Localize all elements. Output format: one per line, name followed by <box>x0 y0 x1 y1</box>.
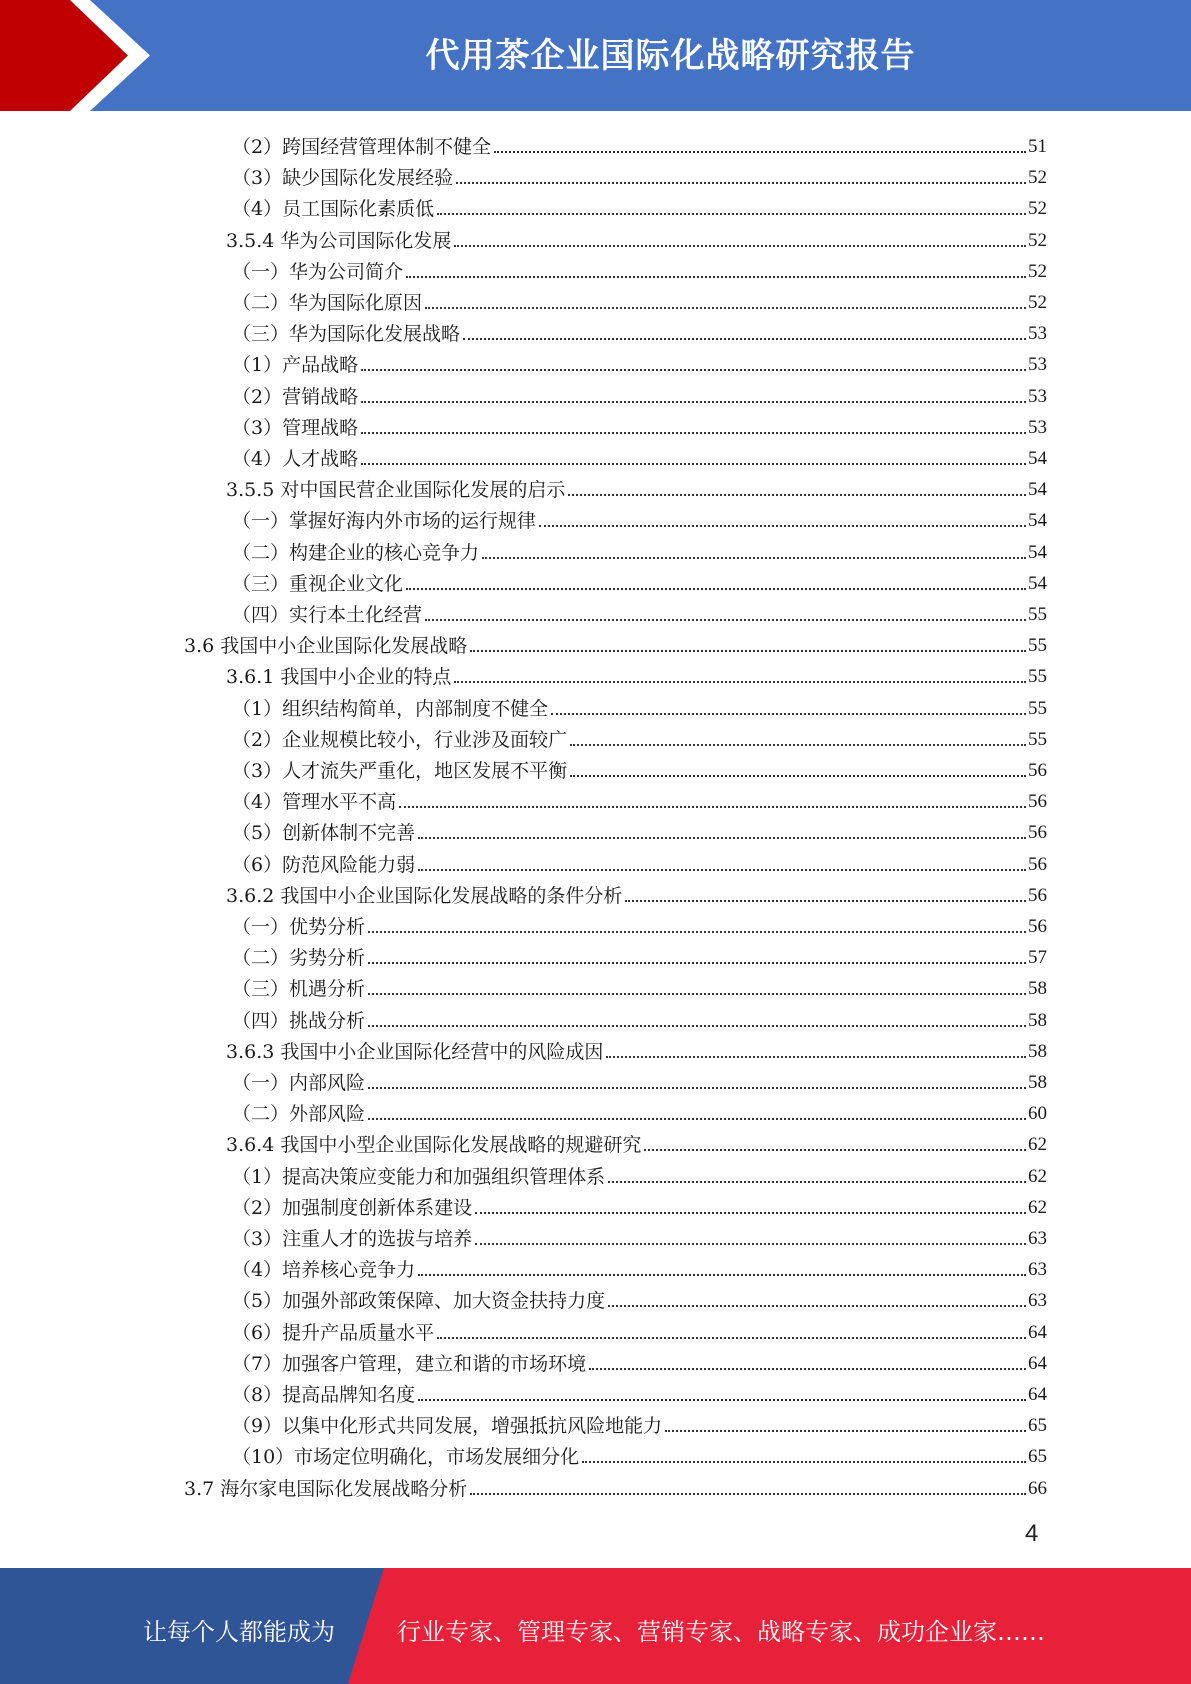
page-footer <box>0 1568 1191 1684</box>
toc-dot-leader <box>582 1461 1026 1463</box>
toc-entry[interactable] <box>232 409 1047 440</box>
toc-entry-page: 52 <box>1028 260 1047 282</box>
toc-entry[interactable] <box>226 222 1047 253</box>
toc-dot-leader <box>454 245 1026 247</box>
toc-entry-page: 52 <box>1028 229 1047 251</box>
toc-entry-title: （4）管理水平不高 <box>232 790 399 814</box>
toc-entry-title: （一）优势分析 <box>232 915 368 939</box>
toc-entry-page: 55 <box>1028 697 1047 719</box>
toc-dot-leader <box>368 993 1026 995</box>
toc-entry[interactable] <box>232 565 1047 596</box>
toc-dot-leader <box>406 276 1026 278</box>
toc-dot-leader <box>418 869 1026 871</box>
toc-entry-title: （6）防范风险能力弱 <box>232 853 418 877</box>
toc-entry[interactable] <box>232 1095 1047 1126</box>
toc-dot-leader <box>475 1243 1026 1245</box>
toc-entry[interactable] <box>232 315 1047 346</box>
page-header <box>0 0 1191 111</box>
toc-entry[interactable] <box>232 970 1047 1001</box>
toc-entry-title: （3）注重人才的选拔与培养 <box>232 1227 475 1251</box>
toc-dot-leader <box>568 494 1026 496</box>
toc-entry[interactable] <box>226 877 1047 908</box>
toc-dot-leader <box>418 1274 1026 1276</box>
toc-dot-leader <box>368 1118 1026 1120</box>
toc-entry-title: （1）提高决策应变能力和加强组织管理体系 <box>232 1165 608 1189</box>
toc-entry-title: （2）企业规模比较小，行业涉及面较广 <box>232 728 570 752</box>
toc-entry[interactable] <box>226 1033 1047 1064</box>
toc-dot-leader <box>551 713 1026 715</box>
toc-entry-page: 55 <box>1028 635 1047 657</box>
toc-dot-leader <box>368 931 1026 933</box>
toc-entry-title: （二）华为国际化原因 <box>232 291 425 315</box>
toc-dot-leader <box>368 962 1026 964</box>
toc-dot-leader <box>399 806 1026 808</box>
toc-dot-leader <box>665 1430 1026 1432</box>
toc-entry[interactable] <box>232 1438 1047 1469</box>
toc-dot-leader <box>482 557 1026 559</box>
toc-entry[interactable] <box>232 1002 1047 1033</box>
toc-entry-title: （3）人才流失严重化，地区发展不平衡 <box>232 759 570 783</box>
toc-entry[interactable] <box>232 783 1047 814</box>
toc-entry-page: 51 <box>1028 136 1047 157</box>
toc-dot-leader <box>644 1149 1026 1151</box>
toc-dot-leader <box>608 1181 1026 1183</box>
toc-entry-page: 54 <box>1028 479 1047 501</box>
toc-entry-page: 64 <box>1028 1352 1047 1374</box>
toc-entry-title: （4）员工国际化素质低 <box>232 197 437 221</box>
toc-dot-leader <box>425 307 1026 309</box>
toc-dot-leader <box>606 1056 1026 1058</box>
toc-dot-leader <box>570 775 1026 777</box>
toc-entry-page: 56 <box>1028 884 1047 906</box>
toc-entry[interactable] <box>232 128 1047 159</box>
toc-entry-title: （9）以集中化形式共同发展，增强抵抗风险地能力 <box>232 1414 665 1438</box>
toc-entry-page: 53 <box>1028 385 1047 407</box>
toc-entry-page: 56 <box>1028 916 1047 937</box>
toc-entry-page: 53 <box>1028 416 1047 438</box>
toc-entry-title: （1）组织结构简单，内部制度不健全 <box>232 697 551 721</box>
toc-entry-title: （1）产品战略 <box>232 353 361 377</box>
toc-entry[interactable] <box>184 1470 1047 1501</box>
toc-entry[interactable] <box>232 1220 1047 1251</box>
toc-entry-page: 63 <box>1028 1228 1047 1249</box>
toc-dot-leader <box>570 744 1026 746</box>
toc-entry[interactable] <box>232 690 1047 721</box>
toc-dot-leader <box>368 1025 1026 1027</box>
toc-dot-leader <box>454 681 1026 683</box>
toc-entry[interactable] <box>232 502 1047 533</box>
toc-entry-page: 53 <box>1028 323 1047 345</box>
toc-entry-title: 3.6.1 我国中小企业的特点 <box>226 665 454 689</box>
toc-entry-title: 3.6 我国中小企业国际化发展战略 <box>184 634 470 658</box>
toc-entry-title: （二）外部风险 <box>232 1102 368 1126</box>
toc-entry[interactable] <box>232 1251 1047 1282</box>
toc-entry-page: 55 <box>1028 728 1047 750</box>
toc-dot-leader <box>589 1368 1026 1370</box>
toc-entry-page: 55 <box>1028 604 1047 625</box>
toc-entry-page: 55 <box>1028 666 1047 688</box>
toc-entry-page: 58 <box>1028 1072 1047 1093</box>
toc-entry[interactable] <box>232 908 1047 939</box>
report-title: 代用茶企业国际化战略研究报告 <box>425 36 916 76</box>
toc-entry-title: 3.6.2 我国中小企业国际化发展战略的条件分析 <box>226 884 625 908</box>
toc-dot-leader <box>608 1305 1026 1307</box>
toc-dot-leader <box>361 432 1026 434</box>
toc-dot-leader <box>456 182 1026 184</box>
toc-entry[interactable] <box>232 190 1047 221</box>
toc-entry-page: 54 <box>1028 510 1047 532</box>
toc-dot-leader <box>406 588 1026 590</box>
toc-entry-title: （5）创新体制不完善 <box>232 821 418 845</box>
header-chevron-decoration <box>0 0 160 111</box>
toc-entry[interactable] <box>232 534 1047 565</box>
toc-entry-page: 64 <box>1028 1384 1047 1405</box>
toc-entry[interactable] <box>232 1282 1047 1313</box>
toc-entry[interactable] <box>232 284 1047 315</box>
toc-dot-leader <box>463 338 1026 340</box>
toc-dot-leader <box>361 369 1026 371</box>
toc-entry-page: 52 <box>1028 292 1047 313</box>
toc-entry[interactable] <box>232 1158 1047 1189</box>
toc-entry[interactable] <box>232 378 1047 409</box>
toc-entry-page: 57 <box>1028 947 1047 969</box>
toc-dot-leader <box>625 900 1026 902</box>
toc-entry[interactable] <box>232 939 1047 970</box>
toc-dot-leader <box>475 1212 1026 1214</box>
toc-entry-title: （4）培养核心竞争力 <box>232 1258 418 1282</box>
toc-entry[interactable] <box>232 814 1047 845</box>
toc-entry-title: （一）内部风险 <box>232 1071 368 1095</box>
toc-entry-title: （四）挑战分析 <box>232 1009 368 1033</box>
toc-entry-page: 58 <box>1028 1040 1047 1062</box>
toc-entry-title: （三）机遇分析 <box>232 977 368 1001</box>
toc-dot-leader <box>437 213 1026 215</box>
toc-entry-title: （2）跨国经营管理体制不健全 <box>232 135 494 159</box>
toc-entry[interactable] <box>226 658 1047 689</box>
toc-entry-page: 56 <box>1028 853 1047 875</box>
toc-entry-page: 63 <box>1028 1259 1047 1281</box>
toc-entry-page: 63 <box>1028 1290 1047 1312</box>
page-number: 4 <box>1025 1520 1039 1547</box>
toc-entry[interactable] <box>232 440 1047 471</box>
toc-dot-leader <box>437 1337 1026 1339</box>
toc-dot-leader <box>470 1493 1026 1495</box>
toc-entry-page: 60 <box>1028 1103 1047 1125</box>
toc-entry-title: 3.6.3 我国中小企业国际化经营中的风险成因 <box>226 1040 606 1064</box>
toc-entry-title: （3）管理战略 <box>232 416 361 440</box>
toc-entry-title: （一）华为公司简介 <box>232 260 406 284</box>
toc-entry-title: （2）营销战略 <box>232 385 361 409</box>
toc-entry[interactable] <box>232 596 1047 627</box>
toc-entry-title: （6）提升产品质量水平 <box>232 1321 437 1345</box>
toc-entry-title: （二）劣势分析 <box>232 946 368 970</box>
toc-dot-leader <box>494 151 1026 153</box>
toc-entry-page: 54 <box>1028 541 1047 563</box>
toc-entry-page: 65 <box>1028 1446 1047 1468</box>
toc-dot-leader <box>470 650 1026 652</box>
footer-slogan: 让每个人都能成为 <box>143 1618 335 1646</box>
toc-entry-page: 56 <box>1028 760 1047 781</box>
toc-entry-page: 54 <box>1028 572 1047 594</box>
toc-entry-page: 58 <box>1028 1009 1047 1031</box>
toc-entry-page: 62 <box>1028 1134 1047 1156</box>
toc-entry-title: 3.5.4 华为公司国际化发展 <box>226 229 454 253</box>
toc-entry[interactable] <box>232 846 1047 877</box>
toc-entry-title: （三）重视企业文化 <box>232 572 406 596</box>
toc-entry-title: （四）实行本土化经营 <box>232 603 425 627</box>
toc-dot-leader <box>418 1399 1026 1401</box>
toc-entry-title: （二）构建企业的核心竞争力 <box>232 541 482 565</box>
toc-entry[interactable] <box>232 752 1047 783</box>
toc-entry[interactable] <box>232 1314 1047 1345</box>
toc-entry[interactable] <box>226 471 1047 502</box>
toc-entry-page: 54 <box>1028 448 1047 469</box>
toc-entry-title: （5）加强外部政策保障、加大资金扶持力度 <box>232 1289 608 1313</box>
toc-entry[interactable] <box>232 253 1047 284</box>
toc-dot-leader <box>368 1087 1026 1089</box>
toc-entry[interactable] <box>232 721 1047 752</box>
toc-entry-page: 65 <box>1028 1415 1047 1437</box>
toc-entry-title: （4）人才战略 <box>232 447 361 471</box>
toc-entry[interactable] <box>232 1064 1047 1095</box>
footer-roles: 行业专家、管理专家、营销专家、战略专家、成功企业家…… <box>397 1618 1045 1646</box>
toc-entry-title: （3）缺少国际化发展经验 <box>232 166 456 190</box>
toc-entry-page: 64 <box>1028 1321 1047 1343</box>
toc-entry-title: （7）加强客户管理，建立和谐的市场环境 <box>232 1352 589 1376</box>
toc-entry[interactable] <box>232 346 1047 377</box>
toc-entry-page: 53 <box>1028 354 1047 376</box>
toc-entry[interactable] <box>226 1126 1047 1157</box>
toc-entry-page: 56 <box>1028 791 1047 813</box>
toc-entry-page: 58 <box>1028 978 1047 1000</box>
toc-dot-leader <box>418 837 1026 839</box>
toc-entry-title: （三）华为国际化发展战略 <box>232 322 463 346</box>
toc-dot-leader <box>361 463 1026 465</box>
toc-entry-title: 3.6.4 我国中小型企业国际化发展战略的规避研究 <box>226 1133 644 1157</box>
toc-entry-title: （一）掌握好海内外市场的运行规律 <box>232 509 539 533</box>
toc-entry-title: （10）市场定位明确化，市场发展细分化 <box>232 1445 582 1469</box>
toc-entry[interactable] <box>232 1376 1047 1407</box>
toc-entry-page: 52 <box>1028 198 1047 220</box>
toc-dot-leader <box>361 401 1026 403</box>
toc-entry-page: 62 <box>1028 1196 1047 1218</box>
toc-entry[interactable] <box>184 627 1047 658</box>
toc-entry-title: 3.5.5 对中国民营企业国际化发展的启示 <box>226 478 568 502</box>
toc-entry[interactable] <box>232 1345 1047 1376</box>
toc-entry[interactable] <box>232 159 1047 190</box>
toc-entry-page: 66 <box>1028 1477 1047 1499</box>
toc-dot-leader <box>425 619 1026 621</box>
toc-entry-page: 56 <box>1028 822 1047 844</box>
toc-entry-title: （8）提高品牌知名度 <box>232 1383 418 1407</box>
toc-entry[interactable] <box>232 1189 1047 1220</box>
toc-entry[interactable] <box>232 1407 1047 1438</box>
toc-entry-title: （2）加强制度创新体系建设 <box>232 1196 475 1220</box>
toc-dot-leader <box>539 525 1026 527</box>
toc-entry-page: 62 <box>1028 1165 1047 1187</box>
toc-entry-page: 52 <box>1028 167 1047 189</box>
toc-entry-title: 3.7 海尔家电国际化发展战略分析 <box>184 1477 470 1501</box>
